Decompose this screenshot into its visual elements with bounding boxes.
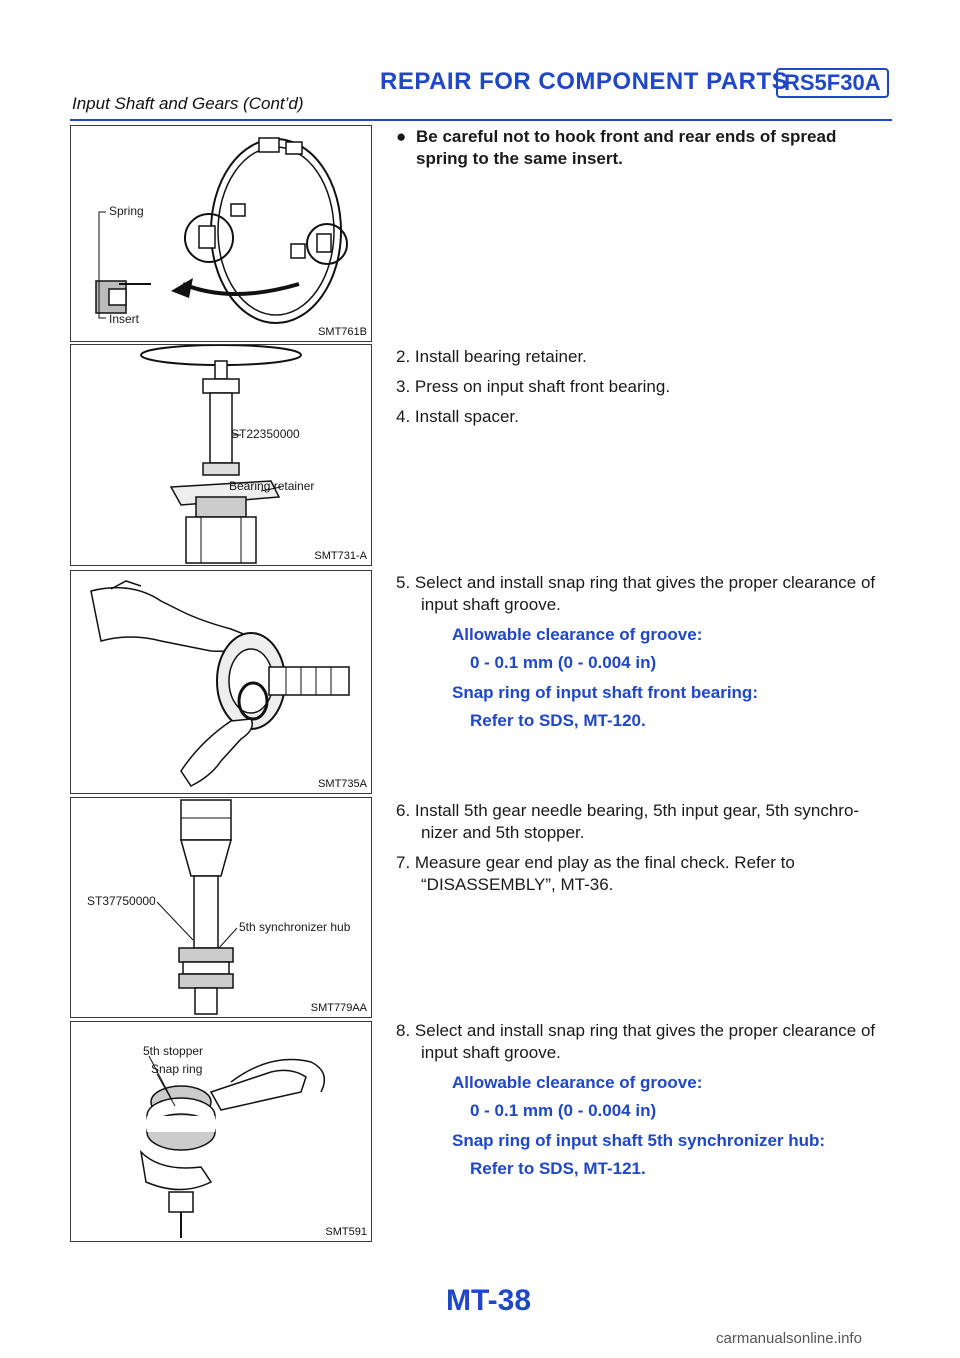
page-number: MT-38 [446, 1284, 532, 1317]
watermark: carmanualsonline.info [716, 1330, 862, 1347]
step-2: 2. Install bearing retainer. [396, 347, 587, 366]
figure-bearing-retainer [70, 344, 372, 566]
callout-5th-stopper: 5th stopper [143, 1044, 204, 1058]
callout-bearing-retainer: Bearing retainer [229, 479, 315, 493]
caution-text: Be careful not to hook front and rear ends of spread spring to the same insert. [416, 127, 837, 168]
steps-2-4 [396, 346, 892, 436]
callout-special-tool: ST37750000 [87, 894, 156, 908]
section-subtitle: Input Shaft and Gears (Cont’d) [72, 94, 304, 113]
step-7: 7. Measure gear end play as the final check. Refer to “DISASSEMBLY”, MT-36. [396, 853, 795, 894]
5th-stopper-snap-ring-illustration [71, 1022, 371, 1241]
spec-heading: Allowable clearance of groove: [452, 625, 703, 644]
step-4: 4. Install spacer. [396, 407, 519, 426]
model-code-badge: RS5F30A [776, 68, 889, 98]
figure-snap-ring-5th [70, 1021, 372, 1242]
spec-value: Refer to SDS, MT-120. [470, 711, 646, 730]
figure-label: SMT779AA [310, 1002, 367, 1014]
page-header [0, 0, 960, 120]
callout-snap-ring: Snap ring [151, 1062, 203, 1076]
snap-ring-hands-illustration [71, 571, 371, 793]
header-rule [70, 119, 892, 121]
step-3: 3. Press on input shaft front bearing. [396, 377, 671, 396]
callout-5th-synchronizer-hub: 5th synchronizer hub [239, 920, 351, 934]
bearing-retainer-illustration [71, 345, 371, 565]
steps-6-7 [396, 800, 892, 904]
callout-spring: Spring [109, 204, 144, 218]
figure-snap-ring-install [70, 570, 372, 794]
callout-special-tool: ST22350000 [231, 427, 300, 441]
figure-label: SMT735A [318, 778, 367, 790]
step-8: 8. Select and install snap ring that gives the proper clearance of input shaft groove. [396, 1021, 876, 1062]
figure-label: SMT731-A [314, 550, 367, 562]
step-5-block [396, 572, 892, 740]
spring-insert-illustration [71, 126, 371, 341]
spec-value: 0 - 0.1 mm (0 - 0.004 in) [470, 653, 657, 672]
step-5: 5. Select and install snap ring that gives the proper clearance of input shaft groove. [396, 573, 876, 614]
spec-heading: Snap ring of input shaft 5th synchronizer hub: [452, 1131, 826, 1150]
figure-spring-insert [70, 125, 372, 342]
figure-5th-synchronizer [70, 797, 372, 1018]
step-6: 6. Install 5th gear needle bearing, 5th input gear, 5th synchro-nizer and 5th stopper. [396, 801, 860, 842]
figure-label: SMT591 [325, 1226, 367, 1238]
figure-label: SMT761B [318, 326, 367, 338]
bullet-icon: ● [396, 127, 407, 146]
step-8-block [396, 1020, 892, 1188]
spec-heading: Snap ring of input shaft front bearing: [452, 683, 758, 702]
caution-block [396, 126, 892, 170]
section-title: REPAIR FOR COMPONENT PARTS [380, 68, 789, 95]
spec-heading: Allowable clearance of groove: [452, 1073, 703, 1092]
callout-insert: Insert [109, 312, 140, 326]
spec-value: Refer to SDS, MT-121. [470, 1159, 646, 1178]
caution-item [396, 126, 892, 170]
spec-value: 0 - 0.1 mm (0 - 0.004 in) [470, 1101, 657, 1120]
